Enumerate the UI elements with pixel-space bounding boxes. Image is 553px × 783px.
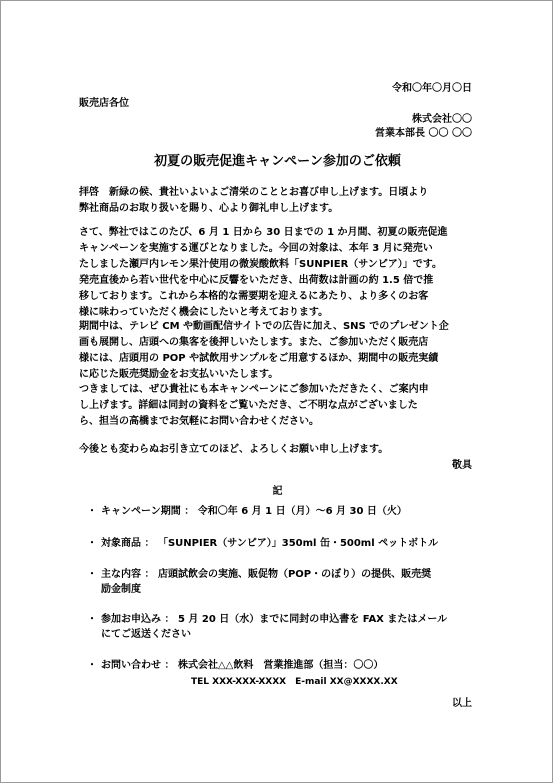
item-text: 参加お申込み ： 5 月 20 日（水）までに同封の申込書を FAX またはメール — [101, 614, 448, 625]
paragraph-line: 期間中は、テレビ CM や動画配信サイトでの広告に加え、SNS でのプレゼント企 — [79, 321, 449, 332]
bullet-icon: ・ — [87, 538, 97, 549]
paragraph-line: 移しております。これから本格的な需要期を迎えるにあたり、より多くのお客 — [79, 291, 429, 302]
paragraph-line: 様には、店頭用の POP や試飲用サンプルをご用意するほか、期間中の販売実績 — [79, 353, 439, 364]
paragraph-line: 様に味わっていただく機会にしたいと考えております。 — [79, 307, 329, 318]
item-text: キャンペーン期間 ： 令和〇年 6 月 1 日（月）～6 月 30 日（火） — [101, 506, 407, 517]
paragraph-line: 今後とも変わらぬお引き立てのほど、よろしくお願い申し上げます。 — [79, 444, 389, 455]
paragraph-campaign-intro — [79, 225, 479, 321]
list-item — [87, 504, 487, 519]
paragraph-line: 画も展開し、店頭への集客を後押しいたします。また、ご参加いただく販売店 — [79, 337, 429, 348]
bullet-icon: ・ — [87, 569, 97, 580]
paragraph-line: つきましては、ぜひ貴社にも本キャンペーンにご参加いただきたく、ご案内申 — [79, 384, 429, 395]
end-word: 以上 — [452, 698, 472, 709]
paragraph-line: ら、担当の高橋までお気軽にお問い合わせください。 — [79, 416, 319, 427]
paragraph-line: 拝啓 新緑の候、貴社いよいよご清栄のこととお喜び申し上げます。日頃より — [79, 187, 429, 198]
ki-heading: 記 — [272, 486, 283, 497]
bullet-icon: ・ — [87, 506, 97, 517]
item-text: 対象商品 ： 「SUNPIER（サンピア）」350ml 缶・500ml ペットボトル — [101, 538, 439, 549]
bullet-icon: ・ — [87, 660, 97, 671]
paragraph-line: たしました瀬戸内レモン果汁使用の微炭酸飲料「SUNPIER（サンピア）」です。 — [79, 259, 442, 270]
paragraph-line: 発売直後から若い世代を中心に反響をいただき、出荷数は計画の約 1.5 倍で推 — [79, 275, 434, 286]
contact-details: TEL XXX-XXX-XXXX E-mail XX@XXXX.XX — [191, 677, 398, 687]
paragraph-line: に応じた販売奨励金をお支払いいたします。 — [79, 369, 279, 380]
document-date: 令和〇年〇月〇日 — [392, 83, 472, 94]
sender-manager: 営業本部長 〇〇 〇〇 — [375, 128, 472, 139]
list-item — [87, 658, 487, 673]
paragraph-line: し上げます。詳細は同封の資料をご覧いただき、ご不明な点がございました — [79, 400, 418, 411]
list-item — [87, 536, 487, 551]
item-text: お問い合わせ ： 株式会社△△飲料 営業推進部（担当：〇〇） — [101, 660, 384, 671]
item-text: 主な内容 ： 店頭試飲会の実施、販促物（POP・のぼり）の提供、販売奨 — [101, 569, 432, 580]
item-text-continued: 励金制度 — [101, 584, 141, 595]
list-item — [87, 567, 487, 597]
closing-word: 敬具 — [452, 460, 472, 471]
paragraph-greeting — [79, 185, 479, 217]
document-title: 初夏の販売促進キャンペーン参加のご依頼 — [154, 154, 401, 169]
sender-company: 株式会社〇〇 — [412, 114, 472, 125]
paragraph-line: キャンペーンを実施する運びとなりました。今回の対象は、本年 3 月に発売い — [79, 243, 433, 254]
recipient: 販売店各位 — [79, 98, 129, 109]
paragraph-request — [79, 382, 479, 430]
bullet-icon: ・ — [87, 614, 97, 625]
item-text-continued: にてご返送ください — [101, 629, 191, 640]
paragraph-closing — [79, 442, 479, 458]
list-item — [87, 612, 487, 642]
paragraph-line: 弊社商品のお取り扱いを賜り、心より御礼申し上げます。 — [79, 203, 339, 214]
paragraph-promotion — [79, 319, 479, 383]
paragraph-line: さて、弊社ではこのたび、6 月 1 日から 30 日までの 1 か月間、初夏の販売促進 — [79, 227, 448, 238]
